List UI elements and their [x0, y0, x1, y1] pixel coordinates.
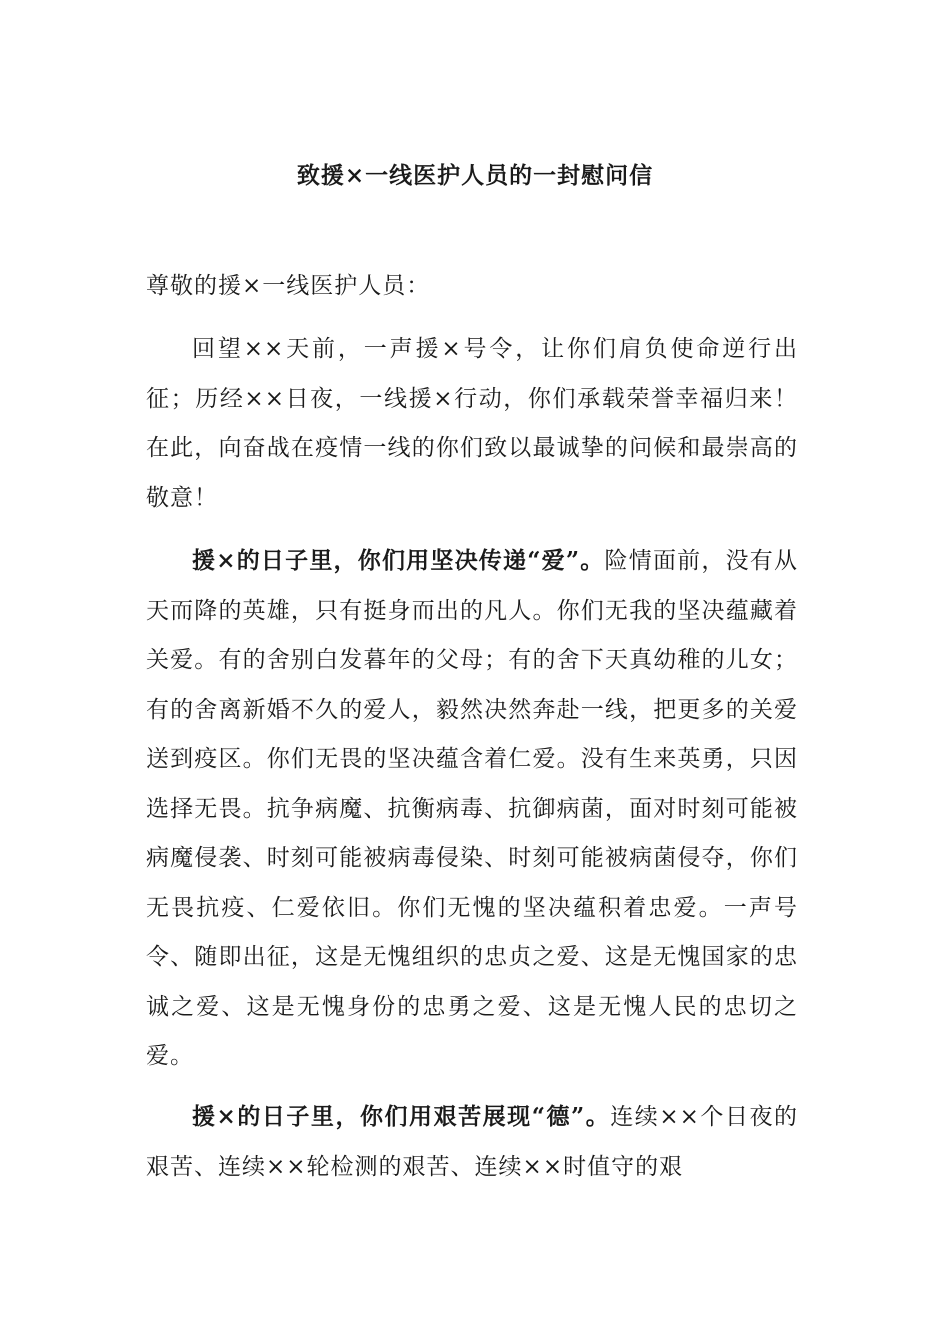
paragraph-3 [146, 1092, 798, 1192]
paragraph-lead: 援×的日子里，你们用艰苦展现“德”。 [192, 1103, 611, 1130]
paragraph-1 [146, 324, 798, 523]
paragraph-text: 险情面前，没有从天而降的英雄，只有挺身而出的凡人。你们无我的坚决蕴藏着关爱。有的舍别白发暮年的父母；有的舍下天真幼稚的儿女；有的舍离新婚不久的爱人，毅然决然奔赴一线，把更多的关爱送到疫区。你们无畏的坚决蕴含着仁爱。没有生来英勇，只因选择无畏。抗争病魔、抗衡病毒、抗御病菌，面对时刻可能被病魔侵袭、时刻可能被病毒侵染、时刻可能被病菌侵夺，你们无畏抗疫、仁爱依旧。你们无愧的坚决蕴积着忠爱。一声号令、随即出征，这是无愧组织的忠贞之爱、这是无愧国家的忠诚之爱、这是无愧身份的忠勇之爱、这是无愧人民的忠切之爱。 [146, 548, 799, 1069]
paragraph-text: 回望××天前，一声援×号令，让你们肩负使命逆行出征；历经××日夜，一线援×行动，你们承载荣誉幸福归来！在此，向奋战在疫情一线的你们致以最诚挚的问候和最崇高的敬意！ [146, 336, 798, 511]
salutation: 尊敬的援×一线医护人员： [146, 273, 431, 299]
document-title: 致援×一线医护人员的一封慰问信 [296, 162, 654, 189]
paragraph-2 [146, 536, 798, 1082]
paragraph-lead: 援×的日子里，你们用坚决传递“爱”。 [192, 547, 605, 574]
paragraph-text: 连续××个日夜的艰苦、连续××轮检测的艰苦、连续××时值守的艰 [146, 1104, 798, 1180]
